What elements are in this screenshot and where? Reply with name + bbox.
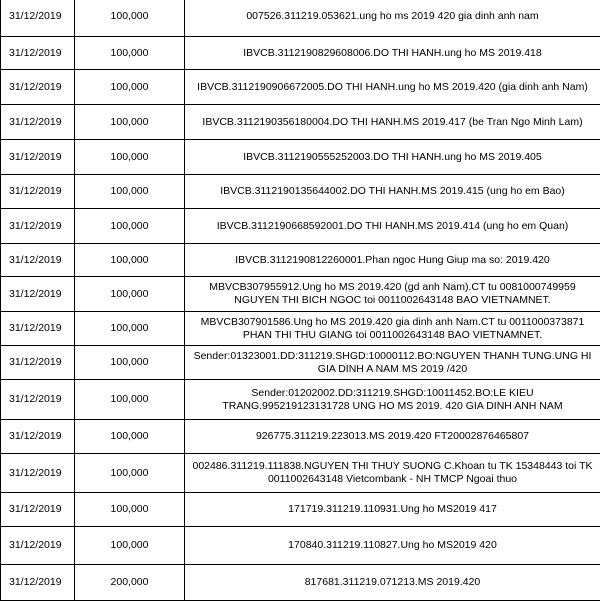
amount-cell: 100,000 — [75, 105, 185, 140]
table-row — [1, 420, 600, 454]
table-row — [1, 175, 600, 209]
description-cell: IBVCB.3112190555252003.DO THI HANH.ung ho MS 2019.405 — [185, 140, 600, 175]
table-row — [1, 346, 600, 380]
date-cell: 31/12/2019 — [1, 312, 75, 346]
table-row — [1, 0, 600, 37]
date-cell: 31/12/2019 — [1, 493, 75, 527]
amount-cell: 100,000 — [75, 380, 185, 420]
table-row — [1, 454, 600, 493]
description-cell: IBVCB.3112190135644002.DO THI HANH.MS 2019.415 (ung ho em Bao) — [185, 175, 600, 209]
amount-cell: 100,000 — [75, 312, 185, 346]
amount-cell: 100,000 — [75, 277, 185, 312]
description-cell: IBVCB.3112190906672005.DO THI HANH.ung ho MS 2019.420 (gia dinh anh Nam) — [185, 70, 600, 105]
date-cell: 31/12/2019 — [1, 277, 75, 312]
date-cell: 31/12/2019 — [1, 175, 75, 209]
description-cell: Sender:01202002.DD:311219.SHGD:10011452.BO:LE KIEU TRANG.995219123131728 UNG HO MS 2019. 420 GIA DINH ANH NAM — [185, 380, 600, 420]
amount-cell: 100,000 — [75, 209, 185, 244]
table-row — [1, 312, 600, 346]
date-cell: 31/12/2019 — [1, 0, 75, 37]
table-row — [1, 70, 600, 105]
amount-cell: 100,000 — [75, 140, 185, 175]
description-cell: 007526.311219.053621.ung ho ms 2019 420 gia dinh anh nam — [185, 0, 600, 37]
description-cell: IBVCB.3112190829608006.DO THI HANH.ung ho MS 2019.418 — [185, 37, 600, 70]
amount-cell: 200,000 — [75, 565, 185, 601]
description-cell: MBVCB307901586.Ung ho MS 2019.420 gia dinh anh Nam.CT tu 0011000373871 PHAN THI THU GIANG toi 0011002643148 BAO VIETNAMNET. — [185, 312, 600, 346]
amount-cell: 100,000 — [75, 175, 185, 209]
date-cell: 31/12/2019 — [1, 140, 75, 175]
date-cell: 31/12/2019 — [1, 37, 75, 70]
date-cell: 31/12/2019 — [1, 244, 75, 277]
amount-cell: 100,000 — [75, 244, 185, 277]
description-cell: 817681.311219.071213.MS 2019.420 — [185, 565, 600, 601]
table-row — [1, 105, 600, 140]
table-row — [1, 209, 600, 244]
table-row — [1, 493, 600, 527]
table-row — [1, 37, 600, 70]
date-cell: 31/12/2019 — [1, 70, 75, 105]
description-cell: Sender:01323001.DD:311219.SHGD:10000112.BO:NGUYEN THANH TUNG.UNG HI GIA DINH A NAM MS 2019 /420 — [185, 346, 600, 380]
date-cell: 31/12/2019 — [1, 346, 75, 380]
description-cell: 002486.311219.111838.NGUYEN THI THUY SUONG C.Khoan tu TK 15348443 toi TK 0011002643148 Vietcombank - NH TMCP Ngoai thuo — [185, 454, 600, 493]
description-cell: IBVCB.3112190356180004.DO THI HANH.MS 2019.417 (be Tran Ngo Minh Lam) — [185, 105, 600, 140]
amount-cell: 100,000 — [75, 527, 185, 565]
table-row — [1, 277, 600, 312]
date-cell: 31/12/2019 — [1, 380, 75, 420]
date-cell: 31/12/2019 — [1, 105, 75, 140]
amount-cell: 100,000 — [75, 454, 185, 493]
description-cell: MBVCB307955912.Ung ho MS 2019.420 (gd anh Nam).CT tu 0081000749959 NGUYEN THI BICH NGOC toi 0011002643148 BAO VIETNAMNET. — [185, 277, 600, 312]
table-row — [1, 140, 600, 175]
table-row — [1, 244, 600, 277]
table-row — [1, 527, 600, 565]
table-row — [1, 565, 600, 601]
description-cell: IBVCB.3112190668592001.DO THI HANH.MS 2019.414 (ung ho em Quan) — [185, 209, 600, 244]
amount-cell: 100,000 — [75, 0, 185, 37]
description-cell: IBVCB.3112190812260001.Phan ngoc Hung Giup ma so: 2019.420 — [185, 244, 600, 277]
description-cell: 926775.311219.223013.MS 2019.420 FT20002876465807 — [185, 420, 600, 454]
amount-cell: 100,000 — [75, 420, 185, 454]
amount-cell: 100,000 — [75, 346, 185, 380]
amount-cell: 100,000 — [75, 37, 185, 70]
description-cell: 170840.311219.110827.Ung ho MS2019 420 — [185, 527, 600, 565]
date-cell: 31/12/2019 — [1, 565, 75, 601]
date-cell: 31/12/2019 — [1, 454, 75, 493]
description-cell: 171719.311219.110931.Ung ho MS2019 417 — [185, 493, 600, 527]
transaction-table-body — [1, 0, 600, 601]
date-cell: 31/12/2019 — [1, 527, 75, 565]
date-cell: 31/12/2019 — [1, 209, 75, 244]
amount-cell: 100,000 — [75, 70, 185, 105]
table-row — [1, 380, 600, 420]
date-cell: 31/12/2019 — [1, 420, 75, 454]
amount-cell: 100,000 — [75, 493, 185, 527]
